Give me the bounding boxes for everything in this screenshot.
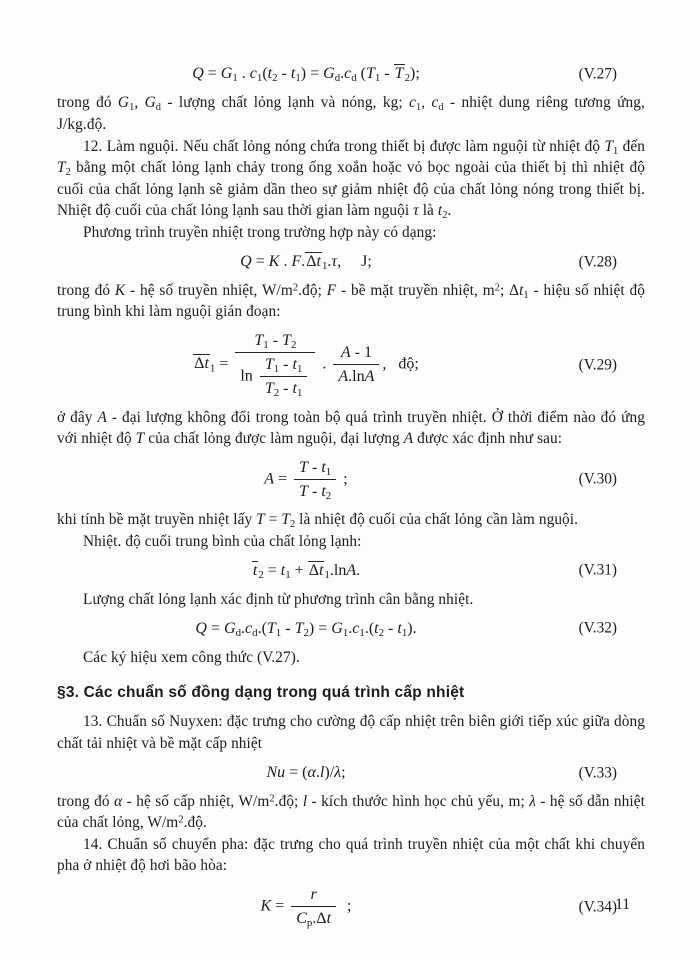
overbar: Δt [308, 561, 324, 579]
formula-body: $Q = G_1$ . $c_1(t_2 - t_1) = G_d.c_d$ $(T_1 - T_2)$; [192, 65, 420, 85]
formula-v.33 [57, 762, 645, 782]
paragraph: 12. Làm nguội. Nếu chất lỏng nóng chứa trong thiết bị được làm nguội từ nhiệt độ $T_1$ đến $T_2$ bằng một chất lỏng lạnh chảy trong ống xoắn hoặc vỏ bọc ngoài của thiết bị thì nhiệt độ cuối của chất lỏng lạnh sẽ giảm dần theo sự giảm nhiệt độ của chất lỏng nóng trong thiết bị. Nhiệt độ cuối của chất lỏng lạnh sau thời gian làm nguội τ là $t_2$. [57, 137, 645, 222]
fraction: $\frac{A - 1}{A.\ln A}$ [333, 343, 379, 386]
fraction: $\frac{T_1 - t_1}{T_2 - t_1}$ [260, 355, 308, 398]
paragraph: Lượng chất lỏng lạnh xác định từ phương trình cân bằng nhiệt. [83, 590, 474, 608]
paragraph: khi tính bề mặt truyền nhiệt lấy $T = T_2$ là nhiệt độ cuối của chất lỏng cần làm nguội. [57, 511, 579, 531]
formula-body: $\Delta t_1$ = $T_1 - T_2$ ln $\frac{T_1 - t_1}{T_2 - t_1}$ . $\frac{A - 1}{A.\ln A}$ , độ; [194, 332, 419, 400]
formula-body: Nu = (α.l)/λ; [266, 763, 346, 781]
paragraph: trong đó α - hệ số cấp nhiệt, $W/m^2.độ$; l - kích thước hình học chủ yếu, m; λ - hệ số dẫn nhiệt của chất lỏng, $W/m^2.độ$. [57, 792, 646, 832]
formula-tag: (V.30) [578, 470, 617, 488]
overbar: Δt [194, 355, 209, 373]
paragraph: 13. Chuẩn số Nuyxen: đặc trưng cho cường độ cấp nhiệt trên biên giới tiếp xúc giữa dòng chất tải nhiệt và bề mặt cấp nhiệt [57, 713, 645, 752]
section-heading: §3. Các chuẩn số đồng dạng trong quá trình cấp nhiệt [57, 684, 465, 702]
formula-v.28 [57, 251, 645, 271]
paragraph: trong đó K - hệ số truyền nhiệt, $W/m^2.độ$; F - bề mặt truyền nhiệt, $m^2$; $\Delta t_1$ - hiệu số nhiệt độ trung bình khi làm nguội gián đoạn: [57, 281, 645, 321]
formula-tag: (V.27) [578, 65, 617, 83]
page-number: 11 [615, 896, 630, 913]
overbar: T [394, 65, 404, 83]
formula-v.27 [57, 64, 645, 84]
paragraph: Các ký hiệu xem công thức (V.27). [83, 648, 300, 666]
formula-body: $t_2 = t_1 + \Delta t_1.\ln A$. [252, 561, 361, 581]
formula-tag: (V.34) [578, 898, 617, 916]
formula-body: $Q = G_d.c_d.(T_1 - T_2) = G_1.c_1.(t_2 - t_1)$. [195, 619, 417, 639]
paragraph: Phương trình truyền nhiệt trong trường hợp này có dạng: [83, 223, 437, 241]
formula-body: A = $\frac{T - t_1}{T - t_2}$ ; [264, 458, 348, 502]
overbar: Δt [306, 252, 321, 270]
formula-tag: (V.33) [578, 763, 617, 781]
paragraph: trong đó $G_1$, $G_d$ - lượng chất lỏng lạnh và nóng, kg; $c_1$, $c_d$ - nhiệt dung riêng tương ứng, J/kg.độ. [57, 94, 645, 133]
formula-v.32 [57, 618, 645, 638]
paragraph: 14. Chuẩn số chuyển pha: đặc trưng cho quá trình truyền nhiệt của một chất khi chuyển pha ở nhiệt độ hơi bão hòa: [57, 835, 645, 875]
formula-tag: (V.28) [578, 253, 617, 271]
formula-v.29 [57, 331, 645, 399]
formula-tag: (V.29) [578, 356, 617, 374]
formula-v.31 [57, 560, 645, 580]
fraction: $T_1 - T_2$ ln $\frac{T_1 - t_1}{T_2 - t_1}$ [235, 331, 315, 399]
overbar: t [252, 561, 258, 579]
formula-v.34 [57, 885, 645, 928]
paragraph: Nhiệt. độ cuối trung bình của chất lỏng lạnh: [83, 532, 362, 550]
formula-v.30 [57, 458, 645, 501]
formula-body: Q = K . $F.\Delta t_1.\tau$, J; [240, 252, 372, 272]
fraction: $\frac{r}{C_p.\Delta t}$ [291, 885, 336, 928]
formula-body: K = $\frac{r}{C_p.\Delta t}$ ; [260, 886, 352, 930]
formula-tag: (V.32) [578, 619, 617, 637]
formula-tag: (V.31) [578, 561, 617, 579]
page-content [57, 56, 645, 936]
fraction: $\frac{T - t_1}{T - t_2}$ [294, 458, 336, 501]
paragraph: ở đây A - đại lượng không đổi trong toàn bộ quá trình truyền nhiệt. Ở thời điểm nào đó ứng với nhiệt độ T của chất lỏng được làm nguội, đại lượng A được xác định như sau: [57, 408, 645, 448]
